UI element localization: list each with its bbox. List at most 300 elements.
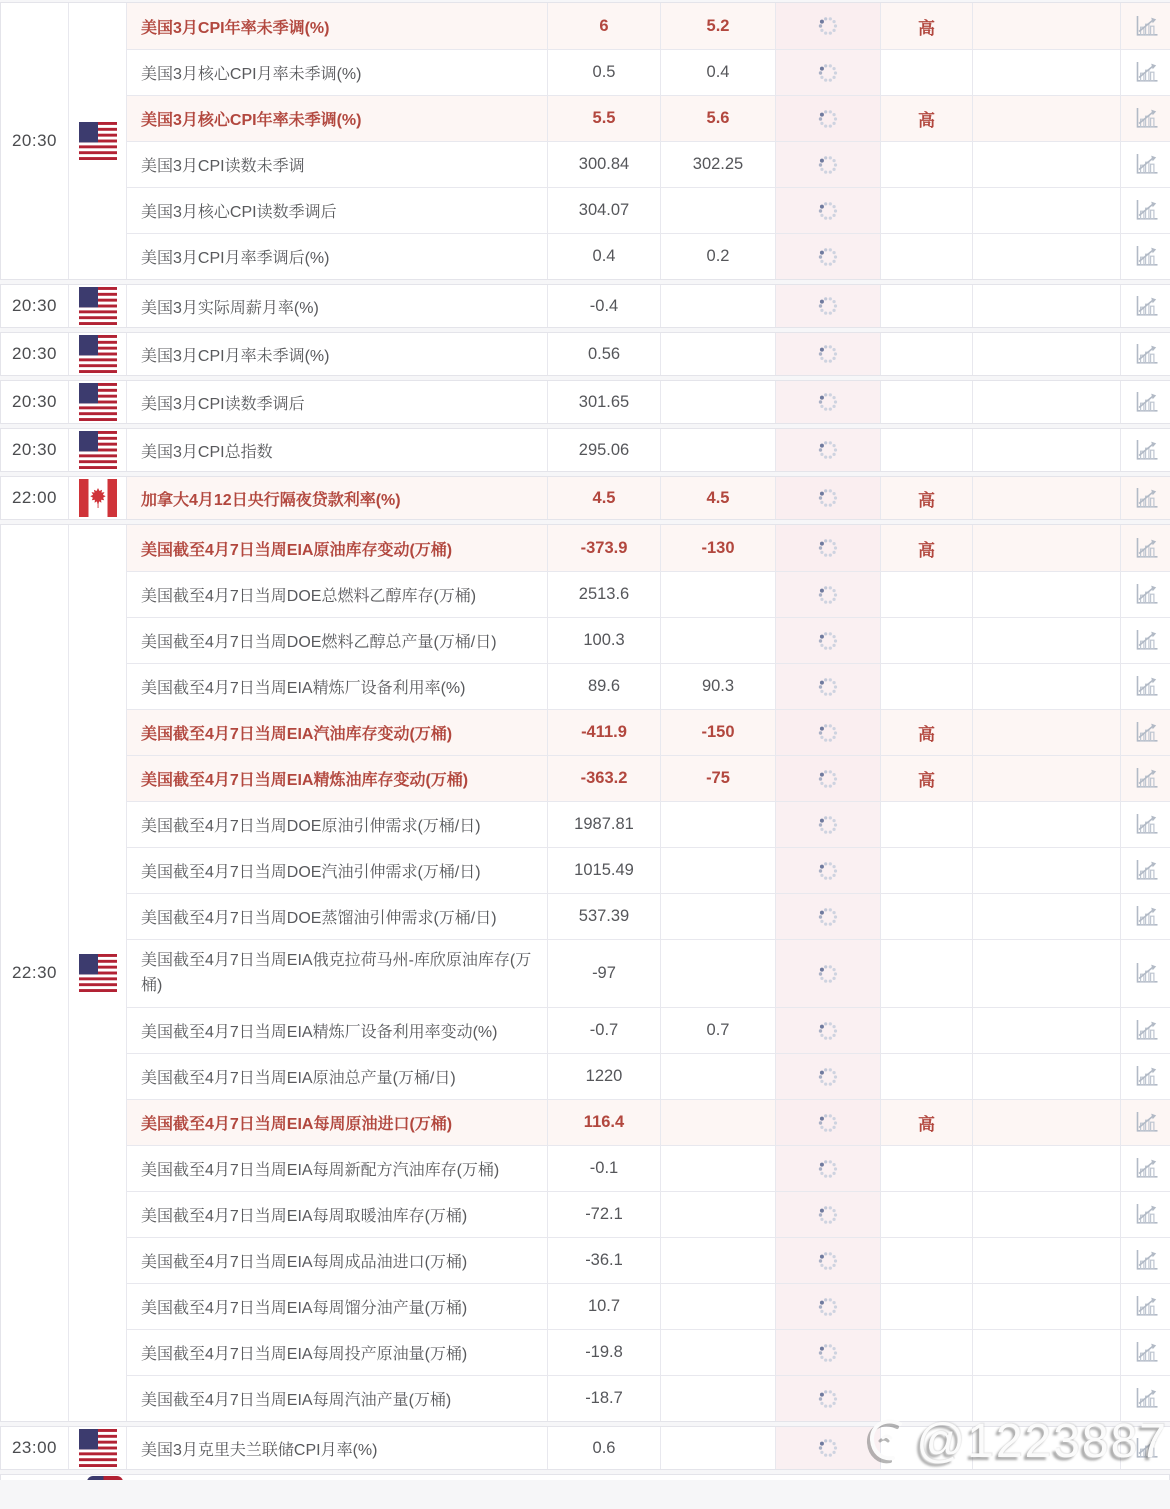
loading-spinner-icon [817, 630, 839, 652]
loading-spinner-icon [817, 487, 839, 509]
loading-spinner-icon [817, 1437, 839, 1459]
spinner-slot [776, 333, 881, 375]
importance-badge [881, 188, 973, 233]
table-row [127, 939, 1170, 1007]
chart-icon [1133, 341, 1160, 368]
empty-cell [973, 3, 1121, 49]
value-secondary [661, 429, 776, 471]
indicator-name: 美国截至4月7日当周EIA每周取暖油库存(万桶) [127, 1192, 548, 1237]
value-primary: 0.56 [548, 333, 661, 375]
value-secondary [661, 285, 776, 327]
table-row [127, 141, 1170, 187]
value-primary: -411.9 [548, 710, 661, 755]
indicator-name: 美国3月CPI月率未季调(%) [127, 333, 548, 375]
value-primary: 2513.6 [548, 572, 661, 617]
value-primary: 1220 [548, 1054, 661, 1099]
indicator-name: 美国截至4月7日当周EIA汽油库存变动(万桶) [127, 710, 548, 755]
value-primary: 89.6 [548, 664, 661, 709]
table-row [127, 285, 1170, 327]
indicator-name: 美国截至4月7日当周EIA每周原油进口(万桶) [127, 1100, 548, 1145]
spinner-slot [776, 1192, 881, 1237]
chart-icon [1133, 293, 1160, 320]
event-group [0, 2, 1170, 280]
chart-icon [1133, 1293, 1160, 1320]
indicator-name: 美国截至4月7日当周DOE燃料乙醇总产量(万桶/日) [127, 618, 548, 663]
table-row [127, 1099, 1170, 1145]
chart-icon [1133, 437, 1160, 464]
importance-badge [881, 572, 973, 617]
event-group [0, 284, 1170, 328]
chart-icon [1133, 857, 1160, 884]
value-primary: 295.06 [548, 429, 661, 471]
country-flag-cell [69, 381, 127, 423]
table-row [127, 893, 1170, 939]
spinner-slot [776, 50, 881, 95]
country-flag-cell [69, 1427, 127, 1469]
empty-cell [973, 710, 1121, 755]
indicator-name: 美国截至4月7日当周EIA每周汽油产量(万桶) [127, 1376, 548, 1421]
empty-cell [973, 333, 1121, 375]
chart-icon [1133, 1201, 1160, 1228]
loading-spinner-icon [817, 860, 839, 882]
loading-spinner-icon [817, 537, 839, 559]
event-group [0, 380, 1170, 424]
importance-badge [881, 1427, 973, 1469]
value-secondary: 90.3 [661, 664, 776, 709]
us-flag-icon [79, 954, 117, 992]
chart-icon [1133, 1155, 1160, 1182]
spinner-slot [776, 1330, 881, 1375]
empty-cell [973, 802, 1121, 847]
empty-cell [973, 381, 1121, 423]
importance-badge [881, 381, 973, 423]
loading-spinner-icon [817, 584, 839, 606]
chart-slot[interactable] [1121, 1008, 1170, 1053]
spinner-slot [776, 1376, 881, 1421]
value-primary: 0.5 [548, 50, 661, 95]
empty-cell [973, 50, 1121, 95]
chart-slot[interactable] [1121, 96, 1170, 141]
table-row [127, 571, 1170, 617]
table-row [127, 233, 1170, 279]
loading-spinner-icon [817, 295, 839, 317]
empty-cell [973, 756, 1121, 801]
empty-cell [973, 1146, 1121, 1191]
us-flag-icon [79, 431, 117, 469]
chart-slot[interactable] [1121, 142, 1170, 187]
watermark-handle: @1223887 [916, 1415, 1168, 1468]
table-row [127, 1427, 1170, 1469]
table-row [127, 663, 1170, 709]
loading-spinner-icon [817, 722, 839, 744]
chart-slot[interactable] [1121, 1238, 1170, 1283]
event-rows [127, 1427, 1170, 1469]
table-row [127, 1007, 1170, 1053]
value-primary: -18.7 [548, 1376, 661, 1421]
loading-spinner-icon [817, 15, 839, 37]
country-flag-cell [69, 285, 127, 327]
value-secondary [661, 940, 776, 1007]
spinner-slot [776, 188, 881, 233]
value-secondary [661, 1054, 776, 1099]
partial-next-row [0, 1474, 1170, 1480]
indicator-name: 美国截至4月7日当周EIA每周成品油进口(万桶) [127, 1238, 548, 1283]
value-primary: -36.1 [548, 1238, 661, 1283]
value-secondary [661, 1238, 776, 1283]
event-rows [127, 285, 1170, 327]
event-group [0, 476, 1170, 520]
empty-cell [973, 1054, 1121, 1099]
value-primary: 0.6 [548, 1427, 661, 1469]
value-secondary [661, 188, 776, 233]
indicator-name: 美国3月CPI读数未季调 [127, 142, 548, 187]
spinner-slot [776, 381, 881, 423]
event-time: 20:30 [1, 429, 69, 471]
table-row [127, 755, 1170, 801]
value-secondary [661, 1192, 776, 1237]
value-secondary: 0.2 [661, 234, 776, 279]
table-row [127, 801, 1170, 847]
event-rows [127, 3, 1170, 279]
chart-icon [1133, 389, 1160, 416]
indicator-name: 美国截至4月7日当周DOE总燃料乙醇库存(万桶) [127, 572, 548, 617]
importance-badge [881, 1238, 973, 1283]
value-secondary [661, 1284, 776, 1329]
indicator-name: 美国截至4月7日当周DOE汽油引伸需求(万桶/日) [127, 848, 548, 893]
country-flag-cell [69, 477, 127, 519]
chart-slot[interactable] [1121, 618, 1170, 663]
importance-badge: 高 [881, 477, 973, 519]
value-primary: 304.07 [548, 188, 661, 233]
loading-spinner-icon [817, 246, 839, 268]
spinner-slot [776, 429, 881, 471]
chart-slot[interactable] [1121, 572, 1170, 617]
us-flag-icon [79, 1429, 117, 1467]
value-secondary: 4.5 [661, 477, 776, 519]
loading-spinner-icon [817, 814, 839, 836]
country-flag-cell [69, 3, 127, 279]
loading-spinner-icon [817, 200, 839, 222]
indicator-name: 美国截至4月7日当周DOE蒸馏油引伸需求(万桶/日) [127, 894, 548, 939]
value-primary: -0.7 [548, 1008, 661, 1053]
importance-badge: 高 [881, 1100, 973, 1145]
table-row [127, 525, 1170, 571]
spinner-slot [776, 285, 881, 327]
value-secondary: -75 [661, 756, 776, 801]
event-rows [127, 477, 1170, 519]
importance-badge [881, 940, 973, 1007]
chart-slot[interactable] [1121, 940, 1170, 1007]
indicator-name: 美国截至4月7日当周EIA精炼厂设备利用率变动(%) [127, 1008, 548, 1053]
spinner-slot [776, 1427, 881, 1469]
loading-spinner-icon [817, 1158, 839, 1180]
empty-cell [973, 1192, 1121, 1237]
loading-spinner-icon [817, 62, 839, 84]
value-primary: 116.4 [548, 1100, 661, 1145]
table-row [127, 847, 1170, 893]
loading-spinner-icon [817, 1250, 839, 1272]
country-flag-cell [69, 429, 127, 471]
value-secondary: 5.6 [661, 96, 776, 141]
importance-badge [881, 285, 973, 327]
spinner-slot [776, 96, 881, 141]
spinner-slot [776, 848, 881, 893]
table-row [127, 333, 1170, 375]
indicator-name: 美国3月实际周薪月率(%) [127, 285, 548, 327]
empty-cell [973, 188, 1121, 233]
indicator-name: 美国3月CPI月率季调后(%) [127, 234, 548, 279]
importance-badge [881, 1192, 973, 1237]
chart-slot[interactable] [1121, 802, 1170, 847]
event-group [0, 332, 1170, 376]
chart-slot[interactable] [1121, 894, 1170, 939]
table-row [127, 709, 1170, 755]
value-primary: -0.1 [548, 1146, 661, 1191]
loading-spinner-icon [817, 768, 839, 790]
spinner-slot [776, 525, 881, 571]
table-row [127, 187, 1170, 233]
importance-badge [881, 618, 973, 663]
indicator-name: 美国截至4月7日当周EIA每周新配方汽油库存(万桶) [127, 1146, 548, 1191]
chart-slot[interactable] [1121, 50, 1170, 95]
table-row [127, 617, 1170, 663]
chart-icon [1133, 535, 1160, 562]
table-row [127, 381, 1170, 423]
chart-icon [1133, 581, 1160, 608]
value-primary: 5.5 [548, 96, 661, 141]
loading-spinner-icon [817, 676, 839, 698]
value-secondary: -150 [661, 710, 776, 755]
chart-slot[interactable] [1121, 3, 1170, 49]
value-primary: 4.5 [548, 477, 661, 519]
chart-slot[interactable] [1121, 1146, 1170, 1191]
event-time: 22:30 [1, 525, 69, 1421]
chart-slot[interactable] [1121, 1284, 1170, 1329]
chart-icon [1133, 1063, 1160, 1090]
chart-icon [1133, 627, 1160, 654]
value-primary: 6 [548, 3, 661, 49]
importance-badge: 高 [881, 3, 973, 49]
event-group [0, 428, 1170, 472]
spinner-slot [776, 756, 881, 801]
importance-badge: 高 [881, 96, 973, 141]
indicator-name: 美国3月核心CPI年率未季调(%) [127, 96, 548, 141]
chart-icon [1133, 1017, 1160, 1044]
spinner-slot [776, 1100, 881, 1145]
spinner-slot [776, 1146, 881, 1191]
event-time: 20:30 [1, 333, 69, 375]
loading-spinner-icon [817, 963, 839, 985]
chart-slot[interactable] [1121, 525, 1170, 571]
indicator-name: 美国3月核心CPI读数季调后 [127, 188, 548, 233]
spinner-slot [776, 710, 881, 755]
empty-cell [973, 285, 1121, 327]
chart-slot[interactable] [1121, 664, 1170, 709]
chart-slot[interactable] [1121, 756, 1170, 801]
chart-icon [1133, 197, 1160, 224]
empty-cell [973, 1376, 1121, 1421]
event-time: 22:00 [1, 477, 69, 519]
indicator-name: 美国截至4月7日当周EIA原油总产量(万桶/日) [127, 1054, 548, 1099]
value-primary: 537.39 [548, 894, 661, 939]
table-row [127, 1053, 1170, 1099]
value-primary: -19.8 [548, 1330, 661, 1375]
event-time: 20:30 [1, 381, 69, 423]
chart-slot[interactable] [1121, 1427, 1170, 1469]
importance-badge: 高 [881, 525, 973, 571]
empty-cell [973, 1427, 1121, 1469]
value-primary: -373.9 [548, 525, 661, 571]
us-flag-icon [79, 383, 117, 421]
us-flag-icon [79, 287, 117, 325]
chart-slot[interactable] [1121, 234, 1170, 279]
chart-slot[interactable] [1121, 1330, 1170, 1375]
chart-slot[interactable] [1121, 477, 1170, 519]
loading-spinner-icon [817, 1342, 839, 1364]
importance-badge [881, 848, 973, 893]
chart-slot[interactable] [1121, 188, 1170, 233]
value-primary: 300.84 [548, 142, 661, 187]
event-rows [127, 525, 1170, 1421]
value-primary: 1015.49 [548, 848, 661, 893]
importance-badge: 高 [881, 710, 973, 755]
table-row [127, 95, 1170, 141]
empty-cell [973, 1330, 1121, 1375]
table-row [127, 1329, 1170, 1375]
us-flag-icon [87, 1476, 123, 1480]
chart-icon [1133, 243, 1160, 270]
chart-icon [1133, 151, 1160, 178]
event-rows [127, 429, 1170, 471]
spinner-slot [776, 1284, 881, 1329]
value-secondary [661, 894, 776, 939]
spinner-slot [776, 1054, 881, 1099]
spinner-slot [776, 572, 881, 617]
empty-cell [973, 848, 1121, 893]
importance-badge [881, 50, 973, 95]
importance-badge [881, 894, 973, 939]
loading-spinner-icon [817, 1112, 839, 1134]
importance-badge [881, 1146, 973, 1191]
importance-badge: 高 [881, 756, 973, 801]
chart-icon [1133, 13, 1160, 40]
us-flag-icon [79, 335, 117, 373]
importance-badge [881, 664, 973, 709]
value-secondary: 5.2 [661, 3, 776, 49]
chart-slot[interactable] [1121, 1054, 1170, 1099]
value-secondary [661, 381, 776, 423]
indicator-name: 美国截至4月7日当周EIA每周馏分油产量(万桶) [127, 1284, 548, 1329]
value-secondary [661, 802, 776, 847]
empty-cell [973, 1284, 1121, 1329]
empty-cell [973, 1008, 1121, 1053]
table-row [127, 1375, 1170, 1421]
indicator-name: 美国3月克里夫兰联储CPI月率(%) [127, 1427, 548, 1469]
empty-cell [973, 572, 1121, 617]
chart-slot[interactable] [1121, 1376, 1170, 1421]
event-group [0, 1426, 1170, 1470]
chart-icon [1133, 960, 1160, 987]
indicator-name: 美国3月CPI总指数 [127, 429, 548, 471]
importance-badge [881, 333, 973, 375]
chart-slot[interactable] [1121, 848, 1170, 893]
chart-slot[interactable] [1121, 1192, 1170, 1237]
spinner-slot [776, 1238, 881, 1283]
empty-cell [973, 234, 1121, 279]
indicator-name: 美国截至4月7日当周EIA原油库存变动(万桶) [127, 525, 548, 571]
empty-cell [973, 1238, 1121, 1283]
spinner-slot [776, 3, 881, 49]
chart-icon [1133, 1247, 1160, 1274]
indicator-name: 美国3月CPI年率未季调(%) [127, 3, 548, 49]
chart-slot[interactable] [1121, 285, 1170, 327]
chart-slot[interactable] [1121, 1100, 1170, 1145]
value-secondary [661, 1427, 776, 1469]
table-row [127, 49, 1170, 95]
loading-spinner-icon [817, 1388, 839, 1410]
empty-cell [973, 894, 1121, 939]
value-secondary: 0.4 [661, 50, 776, 95]
value-secondary [661, 1100, 776, 1145]
importance-badge [881, 1376, 973, 1421]
event-time: 23:00 [1, 1427, 69, 1469]
event-time: 20:30 [1, 3, 69, 279]
table-row [127, 3, 1170, 49]
loading-spinner-icon [817, 154, 839, 176]
chart-slot[interactable] [1121, 333, 1170, 375]
chart-icon [1133, 105, 1160, 132]
table-row [127, 429, 1170, 471]
empty-cell [973, 477, 1121, 519]
empty-cell [973, 940, 1121, 1007]
chart-icon [1133, 59, 1160, 86]
chart-slot[interactable] [1121, 429, 1170, 471]
chart-icon [1133, 1435, 1160, 1462]
table-row [127, 1191, 1170, 1237]
chart-icon [1133, 719, 1160, 746]
loading-spinner-icon [817, 1204, 839, 1226]
event-time: 20:30 [1, 285, 69, 327]
loading-spinner-icon [817, 439, 839, 461]
chart-slot[interactable] [1121, 381, 1170, 423]
table-row [127, 1145, 1170, 1191]
value-secondary [661, 848, 776, 893]
event-group [0, 524, 1170, 1422]
value-primary: 301.65 [548, 381, 661, 423]
us-flag-icon [79, 122, 117, 160]
chart-icon [1133, 765, 1160, 792]
chart-slot[interactable] [1121, 710, 1170, 755]
empty-cell [973, 664, 1121, 709]
empty-cell [973, 618, 1121, 663]
value-primary: 0.4 [548, 234, 661, 279]
spinner-slot [776, 234, 881, 279]
loading-spinner-icon [817, 1020, 839, 1042]
empty-cell [973, 525, 1121, 571]
importance-badge [881, 1054, 973, 1099]
event-rows [127, 381, 1170, 423]
indicator-name: 美国3月核心CPI月率未季调(%) [127, 50, 548, 95]
value-primary: 10.7 [548, 1284, 661, 1329]
table-row [127, 1237, 1170, 1283]
chart-icon [1133, 485, 1160, 512]
value-secondary [661, 572, 776, 617]
indicator-name: 美国3月CPI读数季调后 [127, 381, 548, 423]
value-primary: 100.3 [548, 618, 661, 663]
spinner-slot [776, 142, 881, 187]
empty-cell [973, 429, 1121, 471]
indicator-name: 加拿大4月12日央行隔夜贷款利率(%) [127, 477, 548, 519]
